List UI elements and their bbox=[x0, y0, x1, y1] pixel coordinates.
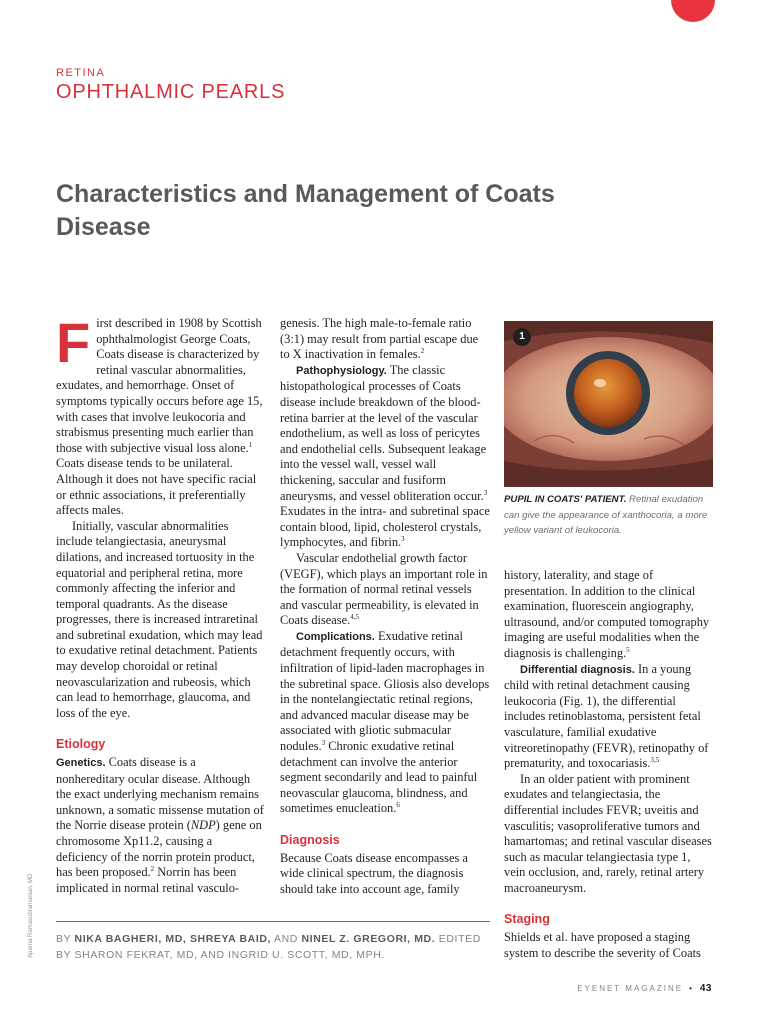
continued-text: genesis. The high male-to-female ratio (3:1) may result from partial escape due to X inactivation in females. bbox=[280, 316, 479, 362]
complications-label: Complications. bbox=[296, 630, 375, 643]
intro-paragraph bbox=[56, 311, 266, 519]
byline-editors: EDITED BY SHARON FEKRAT, MD, AND INGRID U. SCOTT, MD, MPH. bbox=[56, 933, 481, 961]
reference-marker: 3 bbox=[321, 738, 326, 747]
reference-marker: 5 bbox=[626, 645, 630, 654]
pathophysiology-text-b: Exudates in the intra- and subretinal space contain blood, lipid, cholesterol crystals, lymphocytes, and fibrin. bbox=[280, 504, 490, 550]
reference-marker: 2 bbox=[420, 347, 425, 356]
corner-decoration bbox=[671, 0, 715, 22]
differential-text: In a young child with retinal detachment causing leukocoria (Fig. 1), the differential includes retinoblastoma, persistent fetal vasculature, familial exudative vitreoretinopathy (FEVR), retinopathy of prematurity, and toxocariasis. bbox=[504, 661, 709, 771]
footer-bullet: • bbox=[689, 984, 694, 993]
byline-authors-b: NINEL Z. GREGORI, MD. bbox=[301, 933, 436, 945]
article-column-3 bbox=[504, 568, 714, 961]
older-patient-paragraph: In an older patient with prominent exudates and telangiectasia, the differential includes FEVR; uveitis and vasculitis; vasoproliferative tumors and hamartomas; and retinal vascular diseases such as macular telangiectasia type 1, vein occlusion, and, rarely, retinal artery macroaneurysm. bbox=[504, 771, 712, 895]
differential-label: Differential diagnosis. bbox=[520, 663, 635, 676]
reference-marker: 4,5 bbox=[350, 613, 359, 622]
byline-and: AND bbox=[271, 933, 302, 945]
etiology-heading: Etiology bbox=[56, 737, 106, 752]
byline-by: BY bbox=[56, 933, 75, 945]
vegf-text: Vascular endothelial growth factor (VEGF), which plays an important role in the formation of normal retinal vessels and vascular permeability, is elevated in Coats disease. bbox=[280, 550, 488, 628]
caption-text: Retinal exudation can give the appearance of xanthocoria, a more yellow variant of leukocoria. bbox=[504, 494, 708, 537]
reference-marker: 3 bbox=[401, 535, 405, 544]
continued-paragraph bbox=[504, 568, 714, 662]
section-kicker: RETINA bbox=[56, 67, 106, 79]
vascular-paragraph: Initially, vascular abnormalities include telangiectasia, aneurysmal dilations, and increased tortuosity in the equatorial and peripheral retina, more commonly affecting the inferior and temporal quadrants. As the disease progresses, there is increased intraretinal and subretinal exudation, which may lead to exudative retinal detachment. Patients may develop choroidal or retinal neovascularization and rubeosis, which can lead to hemorrhage, glaucoma, and loss of the eye. bbox=[56, 518, 263, 720]
staging-heading: Staging bbox=[504, 912, 550, 927]
caption-title: PUPIL IN COATS' PATIENT. bbox=[504, 494, 627, 505]
article-column-2 bbox=[280, 316, 490, 897]
byline bbox=[56, 931, 496, 963]
byline-authors-a: NIKA BAGHERI, MD, SHREYA BAID, bbox=[74, 933, 272, 945]
genetics-text-c: Norrin has been implicated in normal retinal vasculo- bbox=[56, 865, 240, 895]
genetics-text-a: Coats disease is a nonhereditary ocular disease. Although the exact underlying mechanism remains unknown, a somatic missense mutation of the Norrie disease protein ( bbox=[56, 755, 264, 833]
eye-photo-figure bbox=[504, 321, 713, 487]
genetics-paragraph bbox=[56, 755, 266, 896]
complications-paragraph bbox=[280, 629, 490, 817]
intro-tail-text: Coats disease tends to be unilateral. Although it does not have specific racial or ethnic associations, it preferentially affects males. bbox=[56, 456, 257, 518]
magazine-name: EYENET MAGAZINE bbox=[577, 984, 684, 993]
article-title: Characteristics and Management of Coats Disease bbox=[56, 180, 555, 241]
staging-paragraph: Shields et al. have proposed a staging system to describe the severity of Coats bbox=[504, 930, 701, 960]
diagnosis-heading: Diagnosis bbox=[280, 833, 340, 847]
article-column-1 bbox=[56, 311, 266, 896]
diagnosis-paragraph: Because Coats disease encompasses a wide clinical spectrum, the diagnosis should take into account age, family bbox=[280, 850, 468, 896]
figure-caption bbox=[504, 492, 714, 539]
genetics-text-b: ) gene on chromosome Xp11.2, causing a deficiency of the norrin protein product, has been proposed. bbox=[56, 818, 262, 880]
page-number: 43 bbox=[699, 983, 712, 994]
genetics-label: Genetics. bbox=[56, 757, 106, 770]
complications-text-b: Chronic exudative retinal detachment can involve the anterior segment secondarily and lead to painful neovascular glaucoma, blindness, and sometimes enucleation. bbox=[280, 739, 478, 816]
figure-number-badge: 1 bbox=[513, 328, 531, 346]
section-title: OPHTHALMIC PEARLS bbox=[56, 81, 286, 103]
reference-marker: 1 bbox=[248, 440, 253, 449]
continued-paragraph bbox=[280, 316, 490, 363]
byline-divider bbox=[56, 921, 490, 922]
pathophysiology-label: Pathophysiology. bbox=[296, 364, 387, 377]
continued-text: history, laterality, and stage of presentation. In addition to the clinical examination, fluorescein angiography, ultrasound, and/or computed tomography imaging are useful modalities when the diagnosis is challenging. bbox=[504, 568, 710, 660]
pathophysiology-text: The classic histopathological processes of Coats disease include breakdown of the blood-retina barrier at the level of the vascular endothelium, as well as loss of pericytes and endothelial cells. Subsequent leakage into the vessel wall, vessel wall thickening, saccular and fusiform aneurysms, and vessel obliteration occur. bbox=[280, 362, 487, 503]
pathophysiology-paragraph bbox=[280, 363, 490, 551]
reference-marker: 2 bbox=[150, 865, 155, 874]
complications-text: Exudative retinal detachment frequently occurs, with infiltration of lipid-laden macrophages in the subretinal space. Gliosis also develops in the nontelangiectatic retinal regions, and advanced macular disease may be associated with gliotic submacular nodules. bbox=[280, 628, 490, 754]
reference-marker: 6 bbox=[396, 801, 400, 810]
vegf-paragraph bbox=[280, 551, 490, 629]
page-footer bbox=[577, 983, 712, 994]
reference-marker: 3 bbox=[483, 488, 488, 497]
ndp-term: NDP bbox=[190, 818, 216, 833]
intro-text: irst described in 1908 by Scottish ophthalmologist George Coats, Coats disease is characterized by retinal vascular abnormalities, exudates, and hemorrhage. Onset of symptoms typically occurs before age 15, with cases that involve leukocoria and strabismus presenting much earlier than those with subjective visual loss alone. bbox=[56, 316, 263, 455]
differential-paragraph bbox=[504, 662, 714, 772]
eye-photo-illustration bbox=[504, 321, 713, 487]
reference-marker: 3,5 bbox=[650, 756, 660, 764]
drop-cap: F bbox=[56, 311, 91, 374]
photo-credit: Aparna Ramasubramanian, MD bbox=[28, 873, 34, 958]
